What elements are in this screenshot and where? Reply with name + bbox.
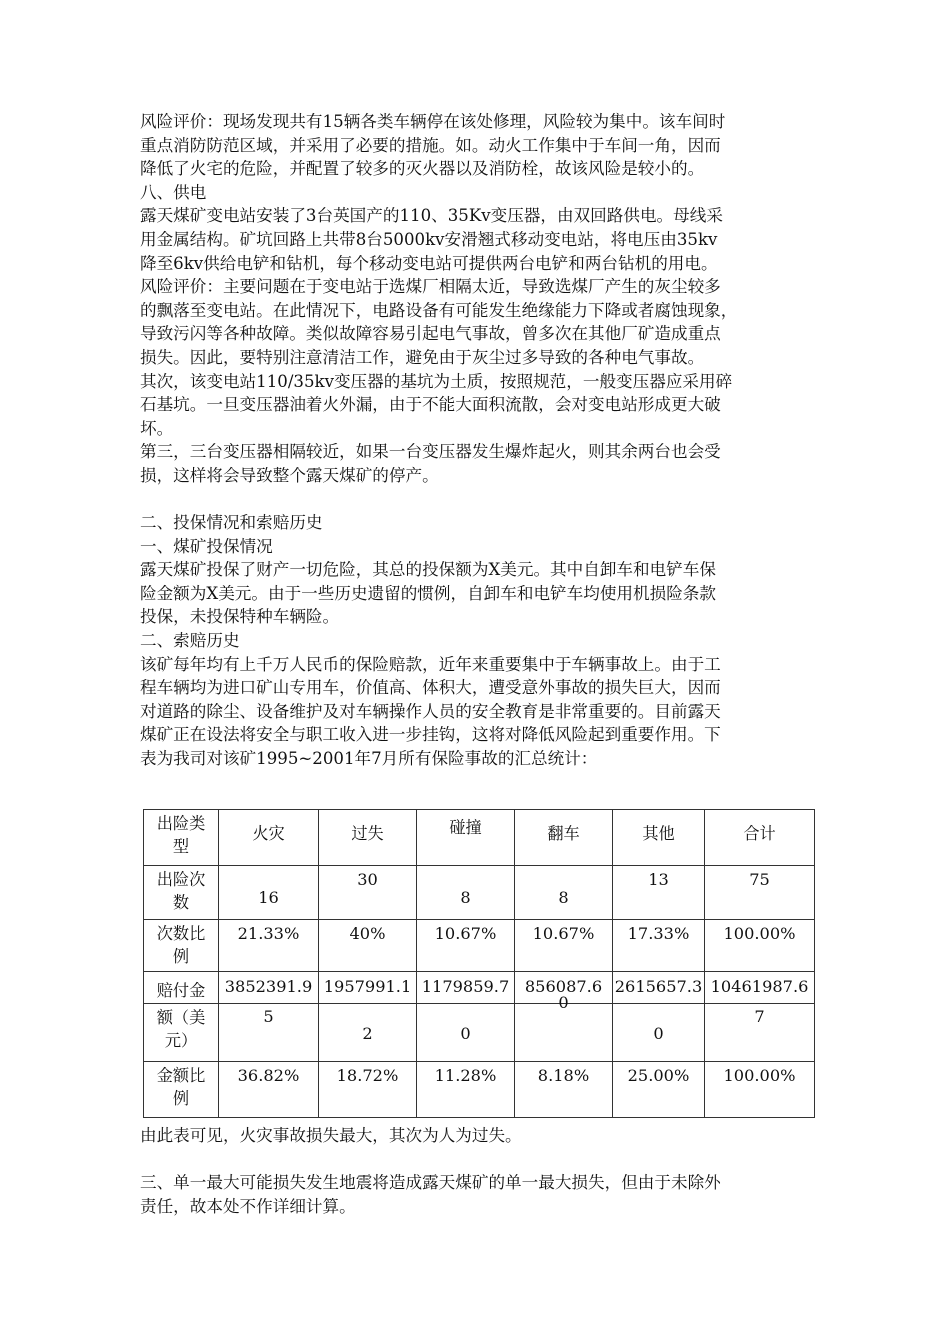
amount-value-cont: 7 bbox=[754, 1007, 765, 1026]
table-cell bbox=[417, 1062, 515, 1118]
table-cell bbox=[705, 866, 815, 920]
table-cell bbox=[705, 972, 815, 1004]
count-value: 16 bbox=[258, 888, 279, 907]
fire-risk-eval-line: 降低了火宅的危险，并配置了较多的灭火器以及消防栓，故该风险是较小的。 bbox=[140, 159, 705, 179]
amount-value: 2615657.3 bbox=[614, 977, 703, 996]
row-label: 次数比 bbox=[156, 924, 206, 943]
table-row-amount-top bbox=[144, 972, 815, 1004]
insurance-heading: 二、投保情况和索赔历史 bbox=[140, 513, 323, 533]
amount-value-cont: 5 bbox=[263, 1007, 274, 1026]
row-label: 数 bbox=[172, 893, 190, 912]
amount-value-cont: 0 bbox=[460, 1024, 471, 1043]
fire-risk-eval-line: 风险评价：现场发现共有15辆各类车辆停在该处修理，风险较为集中。该车间时 bbox=[140, 112, 726, 131]
table-cell bbox=[417, 1004, 515, 1062]
table-cell bbox=[219, 972, 319, 1004]
table-cell bbox=[417, 920, 515, 972]
amount-ratio-value: 100.00% bbox=[723, 1066, 796, 1085]
insurance-sub2-line: 表为我司对该矿1995~2001年7月所有保险事故的汇总统计： bbox=[140, 749, 598, 769]
table-cell bbox=[219, 1004, 319, 1062]
column-header-rollover: 翻车 bbox=[547, 824, 580, 843]
insurance-sub2-line: 该矿每年均有上千万人民币的保险赔款，近年来重要集中于车辆事故上。由于工 bbox=[140, 654, 721, 674]
power-body-line: 损失。因此，要特别注意清洁工作，避免由于灰尘过多导致的各种电气事故。 bbox=[140, 347, 705, 367]
power-body-line: 的飘落至变电站。在此情况下，电路设备有可能发生绝缘能力下降或者腐蚀现象， bbox=[140, 300, 738, 320]
amount-value: 1179859.7 bbox=[421, 977, 510, 996]
document-body-after-table bbox=[140, 1124, 820, 1218]
table-row-header bbox=[144, 810, 815, 866]
insurance-sub1-line: 险金额为X美元。由于一些历史遗留的惯例，自卸车和电铲车均使用机损险条款 bbox=[140, 583, 716, 603]
table-cell bbox=[219, 866, 319, 920]
amount-value: 856087.6 bbox=[524, 977, 603, 996]
insurance-sub2-heading: 二、索赔历史 bbox=[140, 631, 240, 651]
count-ratio-value: 100.00% bbox=[723, 924, 796, 943]
row-label: 例 bbox=[172, 1089, 190, 1108]
amount-ratio-value: 25.00% bbox=[627, 1066, 690, 1085]
amount-value-cont: 0 bbox=[558, 993, 569, 1012]
table-cell bbox=[219, 920, 319, 972]
table-cell bbox=[319, 1062, 417, 1118]
row-label: 出险类 bbox=[156, 814, 206, 833]
amount-value: 1957991.1 bbox=[323, 977, 412, 996]
max-loss-line: 责任，故本处不作详细计算。 bbox=[140, 1196, 356, 1216]
column-header-cell bbox=[319, 810, 417, 866]
power-body-line: 其次，该变电站110/35kv变压器的基坑为土质，按照规范，一般变压器应采用碎 bbox=[140, 371, 733, 391]
count-ratio-value: 10.67% bbox=[434, 924, 497, 943]
insurance-sub2-line: 煤矿正在设法将安全与职工收入进一步挂钩，这将对降低风险起到重要作用。下 bbox=[140, 725, 721, 745]
amount-ratio-value: 36.82% bbox=[237, 1066, 300, 1085]
column-header-other: 其他 bbox=[642, 824, 675, 843]
amount-value: 10461987.6 bbox=[710, 977, 809, 996]
table-cell bbox=[613, 866, 705, 920]
table-cell bbox=[515, 866, 613, 920]
paragraph-gap bbox=[140, 1148, 820, 1172]
table-cell bbox=[705, 1062, 815, 1118]
count-ratio-value: 17.33% bbox=[627, 924, 690, 943]
paragraph-gap bbox=[140, 488, 820, 512]
table-cell bbox=[319, 866, 417, 920]
row-label: 金额比 bbox=[156, 1066, 206, 1085]
amount-ratio-value: 8.18% bbox=[537, 1066, 590, 1085]
insurance-sub1-heading: 一、煤矿投保情况 bbox=[140, 536, 273, 556]
power-body-line: 坏。 bbox=[140, 418, 174, 438]
table-row-count-ratio bbox=[144, 920, 815, 972]
table-cell bbox=[613, 1062, 705, 1118]
column-header-cell bbox=[219, 810, 319, 866]
table-cell bbox=[219, 1062, 319, 1118]
row-label-cell bbox=[144, 920, 219, 972]
column-header-fire: 火灾 bbox=[252, 824, 285, 843]
column-header-collision: 碰撞 bbox=[449, 818, 482, 837]
column-header-cell bbox=[705, 810, 815, 866]
row-label: 出险次 bbox=[156, 870, 206, 889]
row-label: 额（美 bbox=[156, 1008, 206, 1027]
power-body-line: 第三，三台变压器相隔较近，如果一台变压器发生爆炸起火，则其余两台也会受 bbox=[140, 442, 721, 462]
power-body-line: 降至6kv供给电铲和钻机，每个移动变电站可提供两台电铲和两台钻机的用电。 bbox=[140, 253, 718, 273]
table-cell bbox=[705, 1004, 815, 1062]
count-ratio-value: 10.67% bbox=[532, 924, 595, 943]
max-loss-line: 三、单一最大可能损失发生地震将造成露天煤矿的单一最大损失，但由于未除外 bbox=[140, 1173, 721, 1193]
row-label: 元） bbox=[164, 1031, 198, 1050]
table-cell bbox=[705, 920, 815, 972]
table-cell bbox=[417, 866, 515, 920]
insurance-sub1-line: 露天煤矿投保了财产一切危险，其总的投保额为X美元。其中自卸车和电铲车保 bbox=[140, 560, 716, 580]
table-cell bbox=[613, 1004, 705, 1062]
table-cell bbox=[515, 993, 613, 1062]
insurance-sub1-line: 投保，未投保特种车辆险。 bbox=[140, 607, 340, 627]
row-label-cell bbox=[144, 810, 219, 866]
insurance-sub2-line: 对道路的除尘、设备维护及对车辆操作人员的安全教育是非常重要的。目前露天 bbox=[140, 701, 721, 721]
row-label: 赔付金 bbox=[156, 981, 206, 1000]
count-ratio-value: 40% bbox=[349, 924, 386, 943]
row-label: 型 bbox=[172, 837, 190, 856]
power-body-line: 风险评价：主要问题在于变电站于选煤厂相隔太近，导致选煤厂产生的灰尘较多 bbox=[140, 277, 721, 297]
claims-summary-table bbox=[143, 809, 815, 1118]
fire-risk-eval-line: 重点消防防范区域，并采用了必要的措施。如。动火工作集中于车间一角，因而 bbox=[140, 135, 721, 155]
table-cell bbox=[319, 1004, 417, 1062]
row-label-cell bbox=[144, 972, 219, 1004]
table-cell bbox=[515, 920, 613, 972]
table-cell bbox=[515, 1062, 613, 1118]
row-label-cell bbox=[144, 866, 219, 920]
count-value: 13 bbox=[648, 870, 669, 889]
document-body bbox=[140, 110, 820, 771]
column-header-cell bbox=[417, 810, 515, 866]
table-cell bbox=[613, 972, 705, 1004]
column-header-cell bbox=[613, 810, 705, 866]
row-label: 例 bbox=[172, 947, 190, 966]
power-body-line: 用金属结构。矿坑回路上共带8台5000kv安滑翘式移动变电站，将电压由35kv bbox=[140, 229, 718, 249]
count-value: 8 bbox=[558, 888, 569, 907]
count-value: 30 bbox=[357, 870, 378, 889]
table-row-amount-ratio bbox=[144, 1062, 815, 1118]
power-body-line: 导致污闪等各种故障。类似故障容易引起电气事故，曾多次在其他厂矿造成重点 bbox=[140, 324, 721, 344]
count-value: 75 bbox=[749, 870, 770, 889]
amount-ratio-value: 11.28% bbox=[434, 1066, 497, 1085]
power-heading: 八、供电 bbox=[140, 182, 207, 202]
insurance-sub2-line: 程车辆均为进口矿山专用车，价值高、体积大，遭受意外事故的损失巨大，因而 bbox=[140, 678, 721, 698]
amount-ratio-value: 18.72% bbox=[336, 1066, 399, 1085]
amount-value-cont: 0 bbox=[653, 1024, 664, 1043]
table-conclusion: 由此表可见，火灾事故损失最大，其次为人为过失。 bbox=[140, 1126, 522, 1145]
amount-value-cont: 2 bbox=[362, 1024, 373, 1043]
power-body-line: 露天煤矿变电站安装了3台英国产的110、35Kv变压器，由双回路供电。母线采 bbox=[140, 206, 723, 226]
table-cell bbox=[613, 920, 705, 972]
power-body-line: 石基坑。一旦变压器油着火外漏，由于不能大面积流散，会对变电站形成更大破 bbox=[140, 395, 721, 415]
count-value: 8 bbox=[460, 888, 471, 907]
count-ratio-value: 21.33% bbox=[237, 924, 300, 943]
table-cell bbox=[417, 972, 515, 1004]
column-header-negligence: 过失 bbox=[351, 824, 384, 843]
table-cell bbox=[319, 972, 417, 1004]
row-label-cell bbox=[144, 1004, 219, 1062]
table-row-amount-bottom bbox=[144, 1004, 815, 1062]
table-row-count bbox=[144, 866, 815, 920]
table-cell bbox=[319, 920, 417, 972]
column-header-cell bbox=[515, 810, 613, 866]
row-label-cell bbox=[144, 1062, 219, 1118]
power-body-line: 损，这样将会导致整个露天煤矿的停产。 bbox=[140, 465, 439, 485]
amount-value: 3852391.9 bbox=[224, 977, 313, 996]
column-header-total: 合计 bbox=[743, 824, 776, 843]
